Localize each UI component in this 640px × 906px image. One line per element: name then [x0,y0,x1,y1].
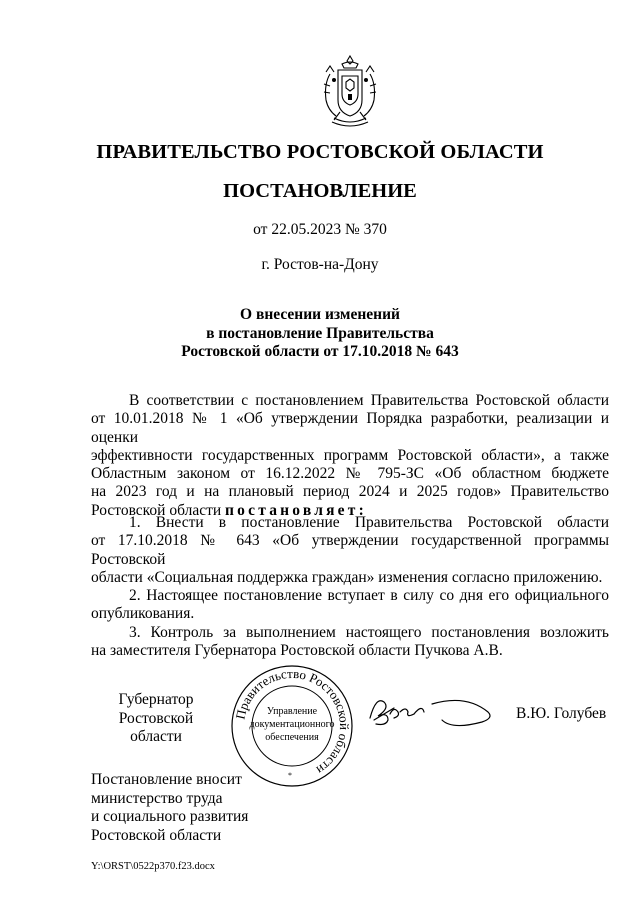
stamp-line: Управление [266,706,318,717]
document-place: г. Ростов-на-Дону [261,256,379,273]
document-subject [0,306,640,362]
submitter-note [91,771,248,845]
item-1-line: 1. Внести в постановление Правительства Ростовской области [129,514,609,531]
stamp-line: документационного [249,719,335,730]
subject-line: Ростовской области от 17.10.2018 № 643 [181,343,459,360]
item-1-line: области «Социальная поддержка граждан» изменения согласно приложению. [91,568,603,586]
note-line: и социального развития [91,808,249,825]
coat-of-arms-icon [318,54,382,130]
official-stamp [230,664,354,788]
signatory-title [91,691,221,747]
resolves-word: постановляет: [225,501,367,519]
text-line: Областным законом от 16.12.2022 № 795-ЗС «Об областном бюджете [91,465,609,483]
organization-title: ПРАВИТЕЛЬСТВО РОСТОВСКОЙ ОБЛАСТИ [96,141,544,163]
text-line: эффективности государственных программ Ростовской области», а также [91,446,609,464]
text-line: В соответствии с постановлением Правительства Ростовской области [129,392,609,409]
item-3-line: 3. Контроль за выполнением настоящего постановления возложить [129,623,609,641]
text-line: на 2023 год и на плановый период 2024 и 2025 годов» Правительство [91,483,609,501]
star-icon: * [288,771,292,780]
item-1-line: от 17.10.2018 № 643 «Об утверждении государственной программы Ростовской [91,532,609,568]
handwritten-signature [362,690,502,734]
signatory-title-line: Ростовской области [118,709,194,745]
document-date-number: от 22.05.2023 № 370 [253,221,387,238]
document-type: ПОСТАНОВЛЕНИЕ [223,180,417,202]
subject-line: О внесении изменений [240,306,400,323]
item-3-line: на заместителя Губернатора Ростовской области Пучкова А.В. [91,642,503,660]
text-line: от 10.01.2018 № 1 «Об утверждении Порядка разработки, реализации и оценки [91,410,609,446]
subject-line: в постановление Правительства [206,324,434,342]
note-line: Ростовской области [91,826,222,844]
signatory-title-line: Губернатор [118,691,194,708]
item-2-line: 2. Настоящее постановление вступает в силу со дня его официального [129,587,609,605]
note-line: Постановление вносит [91,771,242,788]
stamp-ring-text: Правительство Ростовской области [232,665,353,778]
text-fragment: Ростовской области [91,501,226,519]
item-2-line: опубликования. [91,605,195,623]
stamp-line: обеспечения [265,732,319,743]
resolution-items [91,514,609,660]
signatory-name: В.Ю. Голубев [516,705,607,722]
preamble-paragraph [91,392,609,520]
file-path: Y:\ORST\0522p370.f23.docx [91,861,215,872]
note-line: министерство труда [91,789,223,807]
